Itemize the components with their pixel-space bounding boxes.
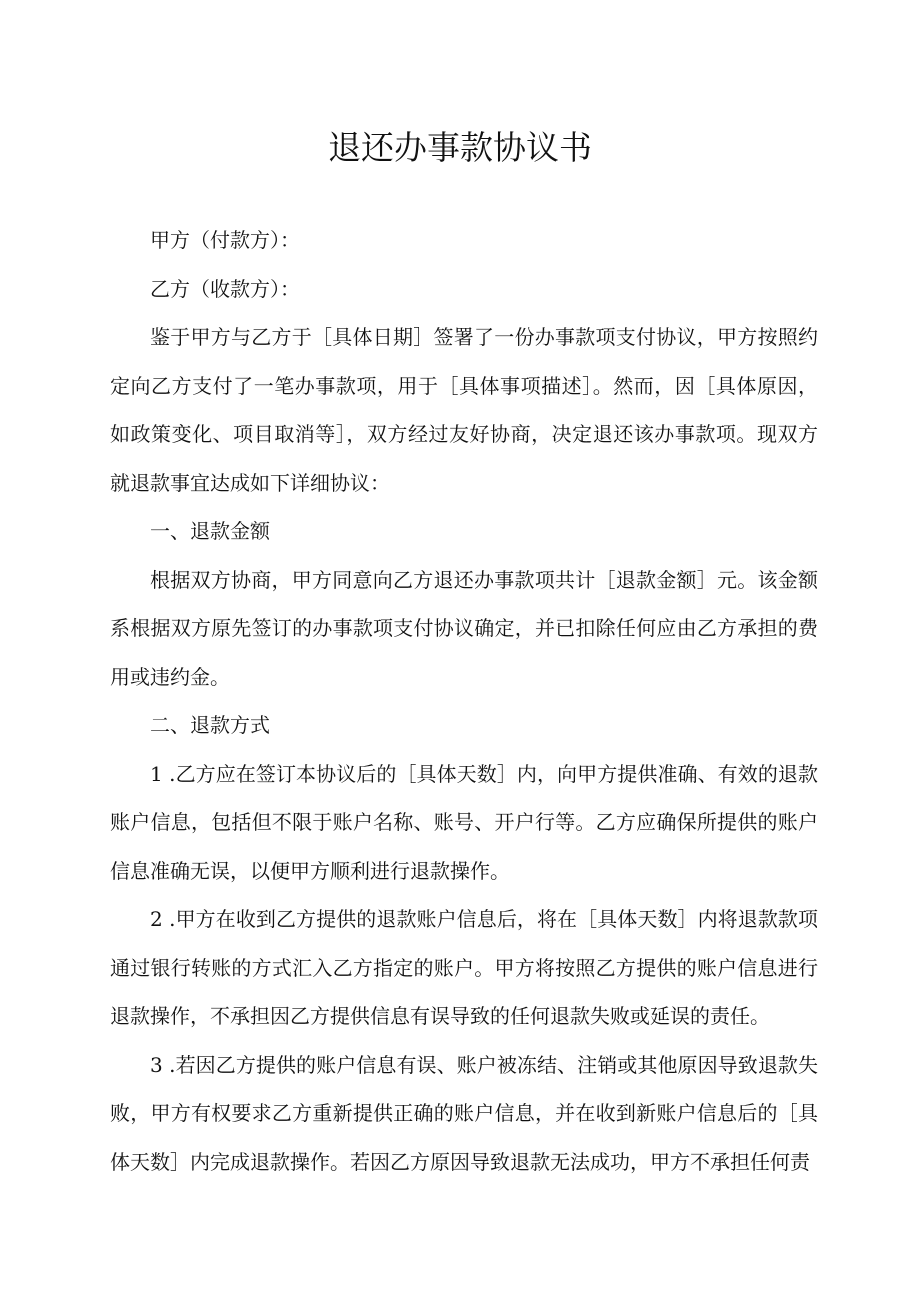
party-b-line: 乙方（收款方）： [150, 276, 300, 301]
section-1-heading: 一、退款金额 [150, 519, 270, 543]
section-2-item-2: 2 .甲方在收到乙方提供的退款账户信息后，将在［具体天数］内将退款款项通过银行转账的方式汇入乙方指定的账户。甲方将按照乙方提供的账户信息进行退款操作，不承担因乙方提供信息有误导致的任何退款失败或延误的责任。 [110, 907, 818, 1028]
document-title: 退还办事款协议书 [328, 128, 592, 167]
section-2-item-3: 3 .若因乙方提供的账户信息有误、账户被冻结、注销或其他原因导致退款失败，甲方有权要求乙方重新提供正确的账户信息，并在收到新账户信息后的［具体天数］内完成退款操作。若因乙方原因导致退款无法成功，甲方不承担任何责 [110, 1052, 818, 1174]
section-2-item-1: 1 .乙方应在签订本协议后的［具体天数］内，向甲方提供准确、有效的退款账户信息，包括但不限于账户名称、账号、开户行等。乙方应确保所提供的账户信息准确无误，以便甲方顺利进行退款操作。 [110, 761, 818, 883]
section-2-heading: 二、退款方式 [150, 713, 270, 737]
document-body [110, 216, 818, 1186]
intro-paragraph: 鉴于甲方与乙方于［具体日期］签署了一份办事款项支付协议，甲方按照约定向乙方支付了一笔办事款项，用于［具体事项描述］。然而，因［具体原因，如政策变化、项目取消等］，双方经过友好协商，决定退还该办事款项。现双方就退款事宜达成如下详细协议： [110, 325, 818, 495]
section-1-paragraph: 根据双方协商，甲方同意向乙方退还办事款项共计［退款金额］元。该金额系根据双方原先签订的办事款项支付协议确定，并已扣除任何应由乙方承担的费用或违约金。 [110, 567, 818, 689]
party-a-line: 甲方（付款方）： [150, 228, 300, 252]
